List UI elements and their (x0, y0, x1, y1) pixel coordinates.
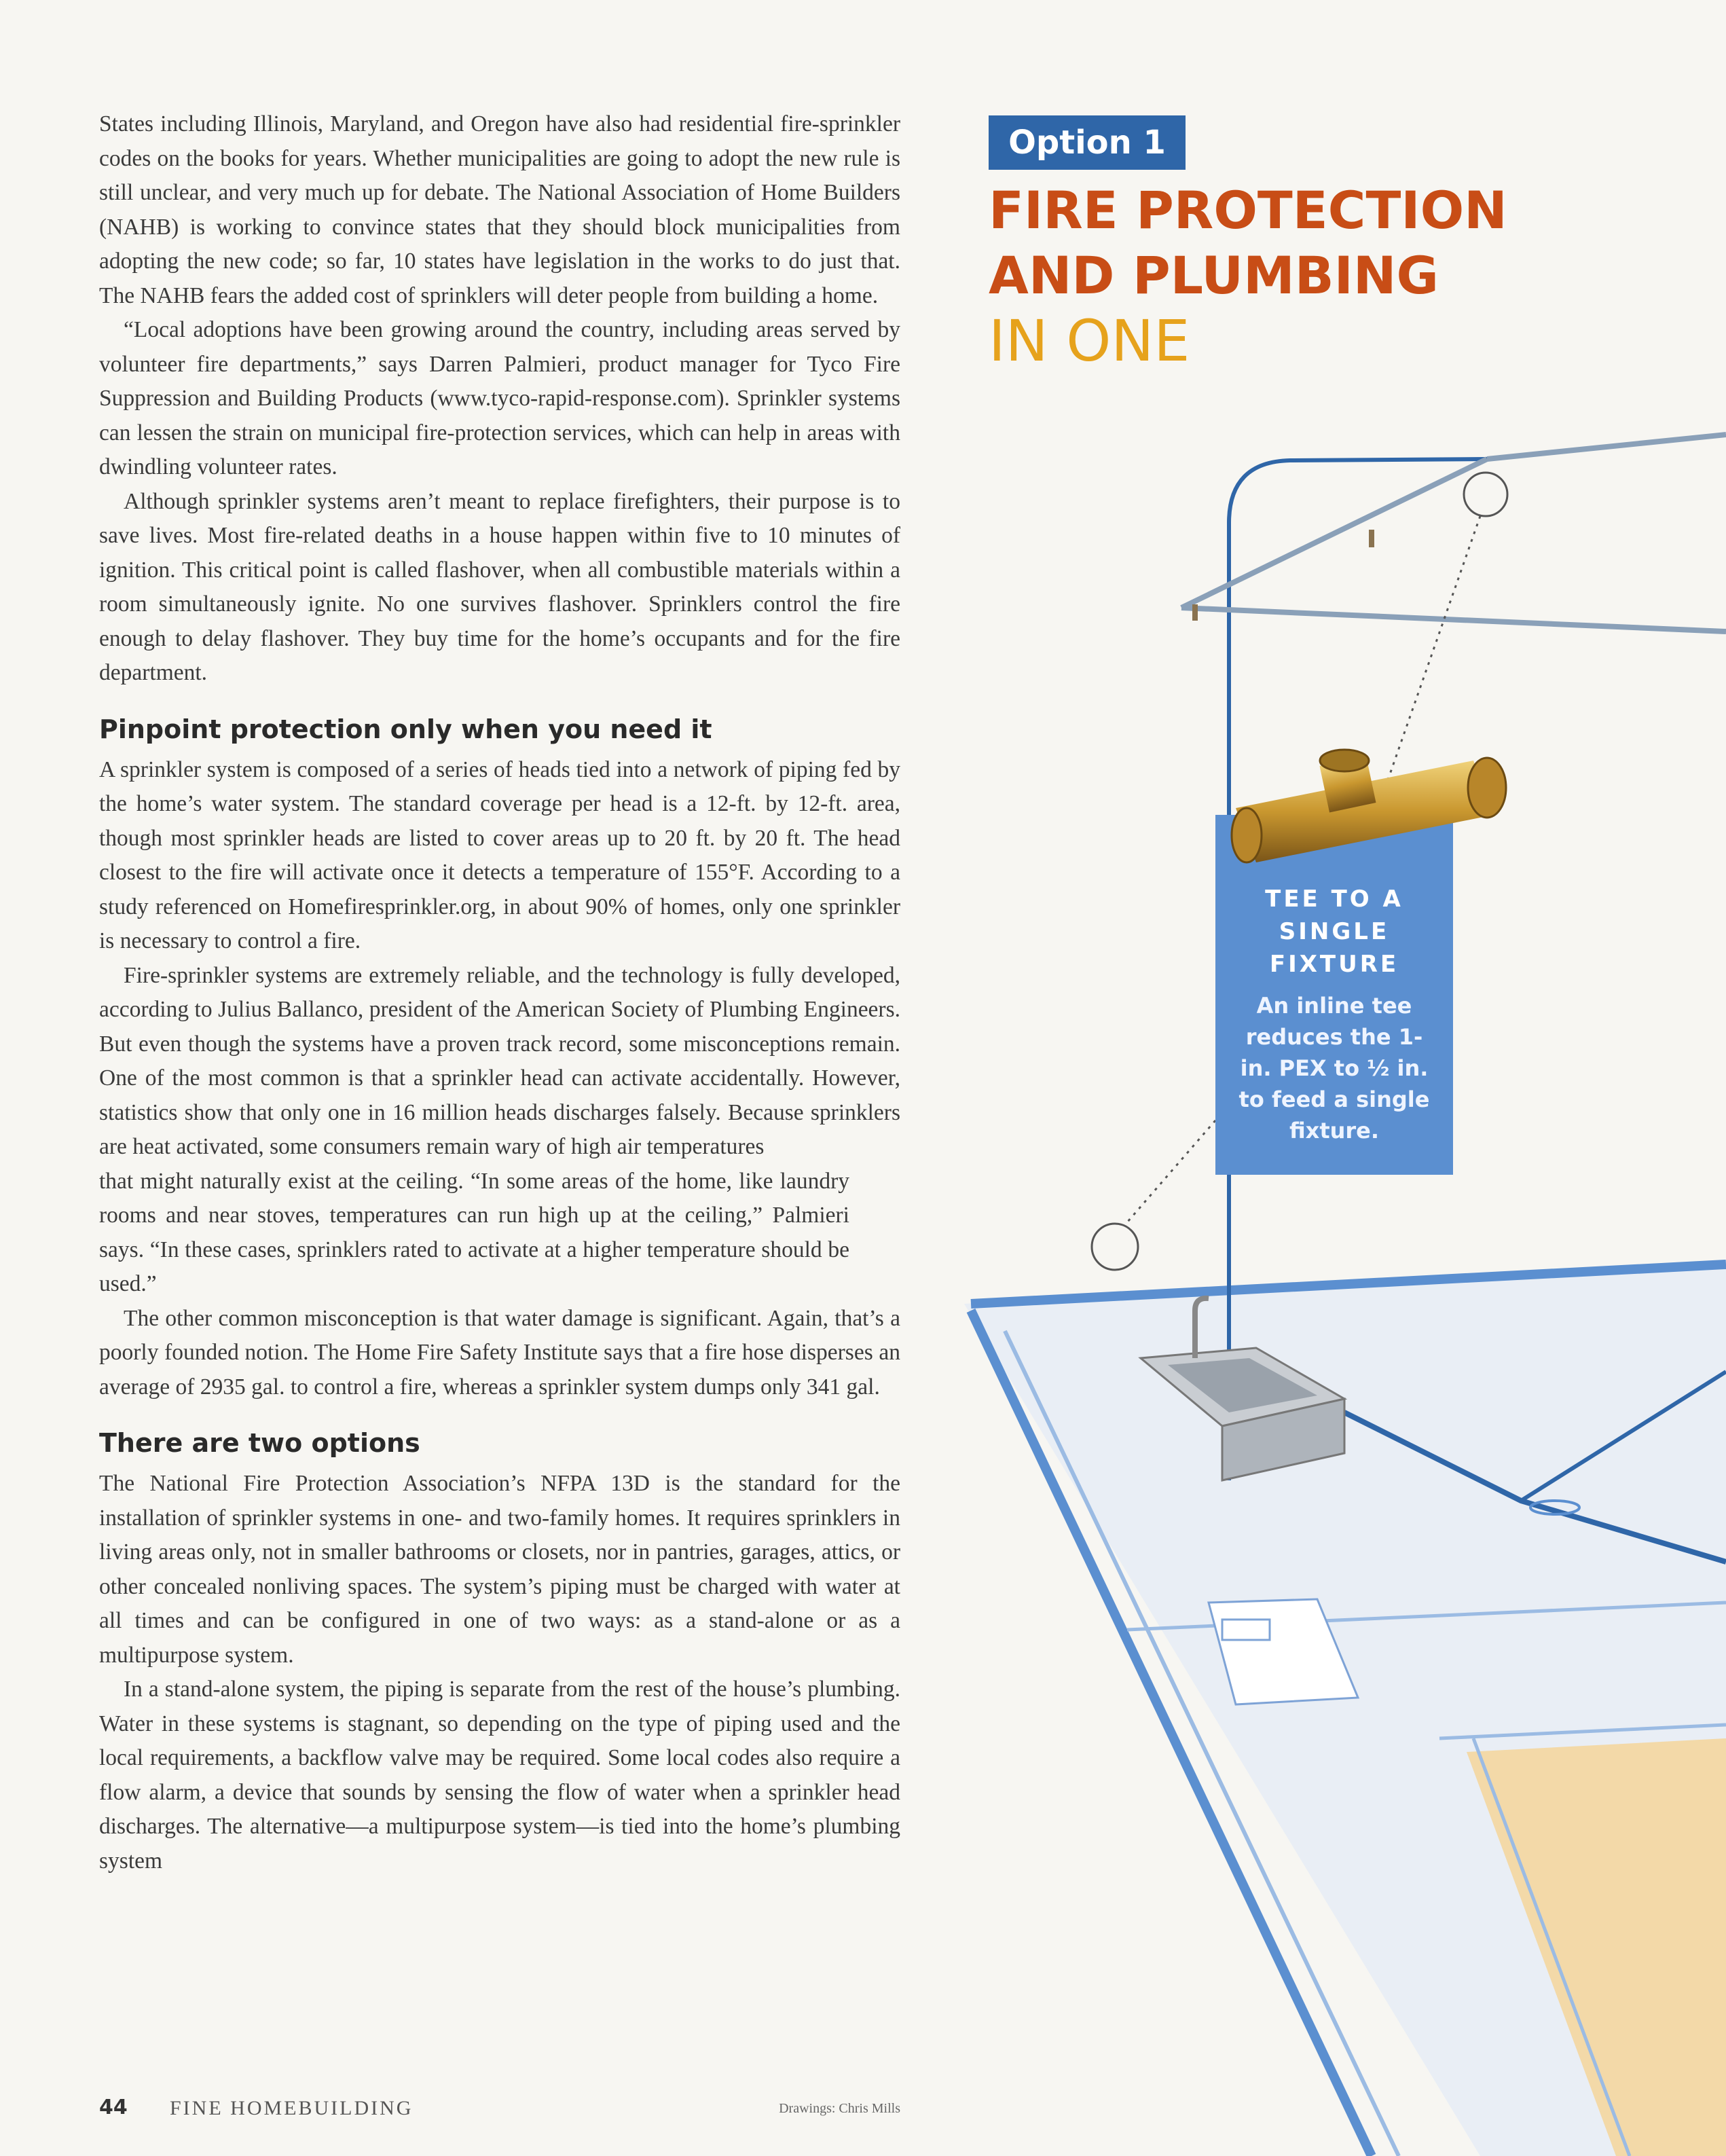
leader-line (1127, 1120, 1215, 1222)
callout-body: An inline tee reduces the 1-in. PEX to ½ in. to feed a single fixture. (1238, 993, 1430, 1144)
plumbing-diagram-illustration (964, 407, 1726, 2156)
headline-line-accent: IN ONE (989, 308, 1190, 374)
sprinkler-head (1192, 604, 1198, 621)
article-paragraph: States including Illinois, Maryland, and Oregon have also had residential fire-sprinkler codes on the books for years. Whether municipalities are going to adopt the new rule is still unclear, and very much up for debate. The National Association of Home Builders (NAHB) is working to convince states that they should block municipalities from adopting the new code; so far, 10 states have legislation in the works to do just that. The NAHB fears the added cost of sprinklers will deter people from building a home. (99, 111, 900, 308)
callout-tee-fixture (1215, 815, 1453, 1175)
headline-line: AND PLUMBING (989, 245, 1439, 306)
headline-line: FIRE PROTECTION (989, 180, 1507, 240)
callout-title: TEE TO A SINGLE FIXTURE (1265, 885, 1403, 978)
article-paragraph: The other common misconception is that water damage is significant. Again, that’s a poorly founded notion. The Home Fire Safety Institute says that a fire hose disperses an average of 2935 gal. to control a fire, whereas a sprinkler system dumps only 341 gal. (99, 1305, 900, 1400)
article-paragraph: Although sprinkler systems aren’t meant to replace firefighters, their purpose is to save lives. Most fire-related deaths in a house happen within five to 10 minutes of ignition. This critical point is called flashover, when all combustible materials within a room simultaneously ignite. No one survives flashover. Sprinklers control the fire enough to delay flashover. They buy time for the home’s occupants and for the fire department. (99, 488, 900, 685)
magazine-name: FINE HOMEBUILDING (170, 2097, 414, 2119)
section-heading: There are two options (99, 1428, 420, 1458)
article-paragraph: The National Fire Protection Association’s NFPA 13D is the standard for the installation of sprinkler systems in one- and two-family homes. It requires sprinklers in living areas only, not in smaller bathrooms or closets, nor in pantries, garages, attics, or other concealed nonliving spaces. The system’s piping must be charged with water at all times and can be configured in one of two ways: as a stand-alone or as a multipurpose system. (99, 1471, 900, 1668)
article-body (99, 107, 900, 1878)
sprinkler-head (1369, 530, 1374, 547)
brass-tee-fitting-icon (1222, 733, 1514, 869)
article-paragraph: A sprinkler system is composed of a series of heads tied into a network of piping fed by the home’s water system. The standard coverage per head is a 12-ft. by 12-ft. area, though most sprinkler heads are listed to cover areas up to 20 ft. by 20 ft. The head closest to the fire will activate once it detects a temperature of 155°F. According to a study referenced on Homefiresprinkler.org, in about 90% of homes, only one sprinkler is necessary to control a fire. (99, 756, 900, 953)
article-paragraph: Fire-sprinkler systems are extremely reliable, and the technology is fully developed, according to Julius Ballanco, president of the American Society of Plumbing Engineers. But even though the systems have a proven track record, some misconceptions remain. One of the most common is that a sprinkler head can activate accidentally. However, statistics show that only one in 16 million heads discharges falsely. Because sprinklers are heat activated, some consumers remain wary of high air temperatures (99, 962, 900, 1159)
sidebar-headline (989, 178, 1708, 373)
sprinkler-pipe (1181, 608, 1726, 632)
article-paragraph: In a stand-alone system, the piping is separate from the rest of the house’s plumbing. Water in these systems is stagnant, so depending on the type of piping used and the local requirements, a backflow valve may be required. Some local codes also require a flow alarm, a device that sounds by sensing the flow of water when a sprinkler head discharges. The alternative—a multipurpose system—is tied into the home’s plumbing system (99, 1677, 900, 1874)
sprinkler-pipe (1487, 435, 1726, 459)
page-footer (99, 2096, 900, 2130)
drawing-credit: Drawings: Chris Mills (779, 2101, 900, 2116)
option-label: Option 1 (989, 115, 1186, 170)
detail-circle (1092, 1224, 1138, 1270)
article-paragraph: “Local adoptions have been growing around the country, including areas served by volunteer fire departments,” says Darren Palmieri, product manager for Tyco Fire Suppression and Building Products (www.tyco-rapid-response.com). Sprinkler systems can lessen the strain on municipal fire-protection services, which can help in areas with dwindling volunteer rates. (99, 317, 900, 479)
section-heading: Pinpoint protection only when you need it (99, 714, 712, 744)
article-paragraph: that might naturally exist at the ceiling. “In some areas of the home, like laundry rooms and near stoves, temperatures can run high up at the ceiling,” Palmieri says. “In these cases, sprinklers rated to activate at a higher temperature should be used.” (99, 1168, 849, 1296)
detail-circle (1464, 473, 1507, 516)
page-number: 44 (99, 2096, 128, 2119)
